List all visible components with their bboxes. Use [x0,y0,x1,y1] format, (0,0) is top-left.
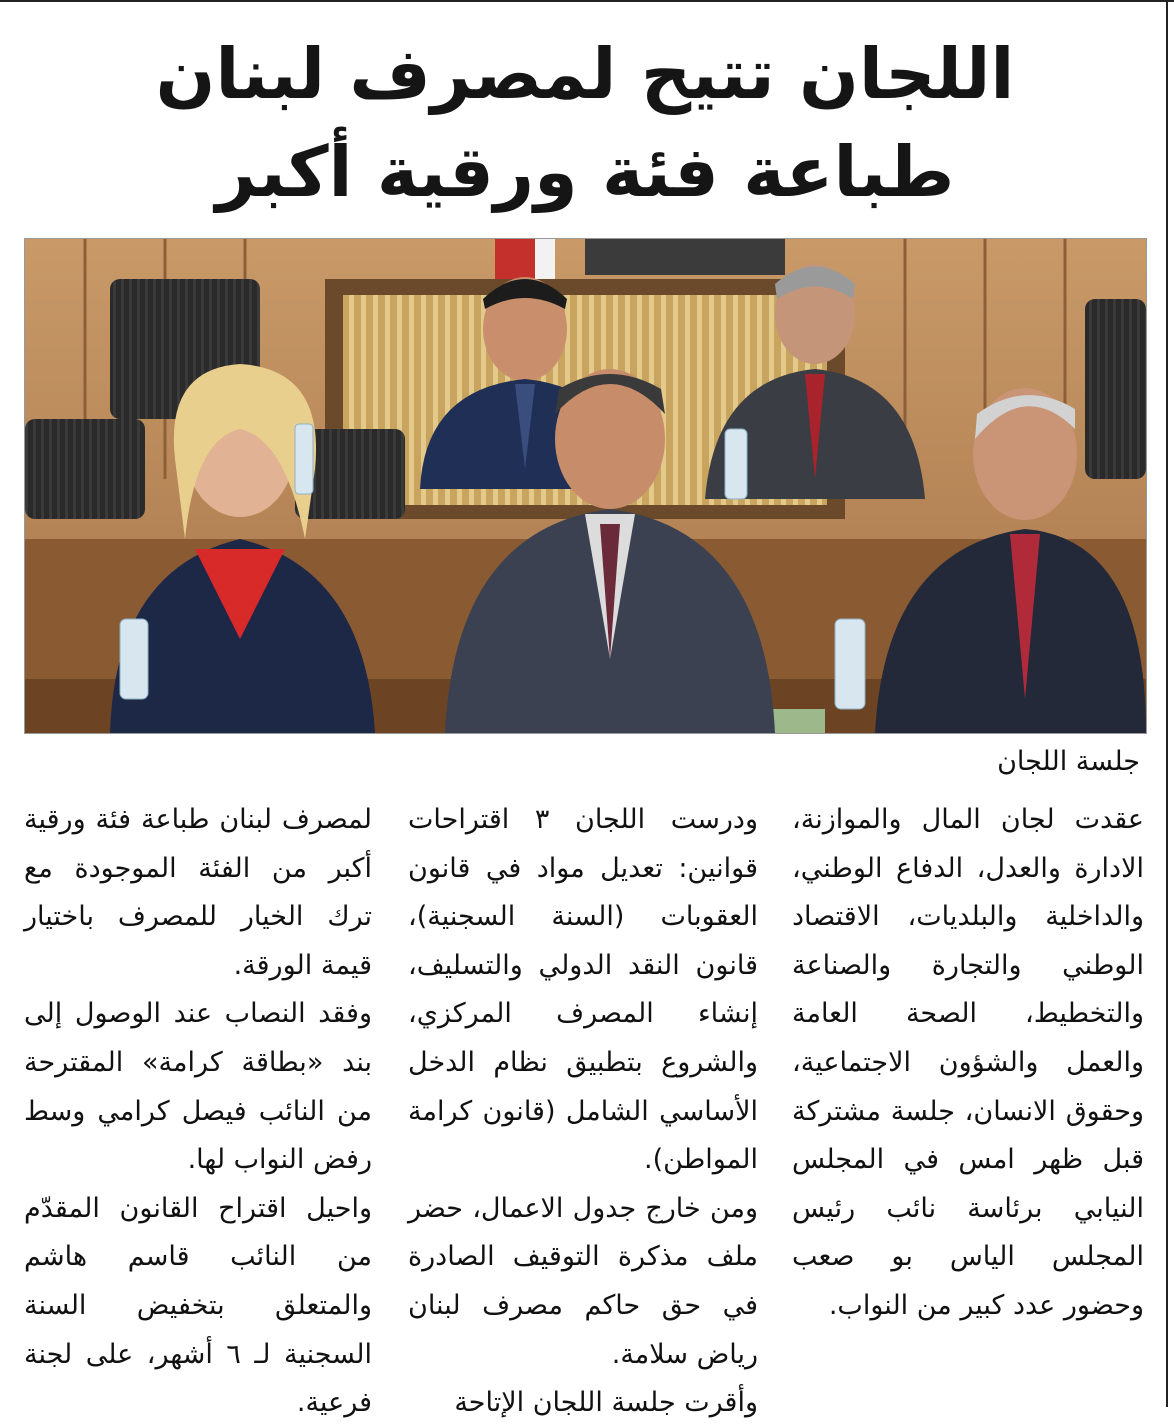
paragraph: ودرست اللجان ٣ اقتراحات قوانين: تعديل مواد في قانون العقوبات (السنة السجنية)، قانون النقد الدولي والتسليف، إنشاء المصرف المركزي، والشروع بتطبيق نظام الدخل الأساسي الشامل (قانون كرامة المواطن). [408,804,758,1176]
right-rule [1166,0,1168,1407]
paragraph: وفقد النصاب عند الوصول إلى بند «بطاقة كرامة» المقترحة من النائب فيصل كرامي وسط رفض النواب لها. [24,998,372,1176]
article-column-3 [24,796,372,1419]
top-rule [0,0,1174,2]
article-column-2 [408,796,758,1419]
article-photo [24,238,1147,734]
paragraph: واحيل اقتراح القانون المقدّم من النائب قاسم هاشم والمتعلق بتخفيض السنة السجنية لـ ٦ أشهر، على لجنة فرعية. [24,1192,372,1419]
photo-caption: جلسة اللجان [997,746,1140,777]
paragraph: ومن خارج جدول الاعمال، حضر ملف مذكرة التوقيف الصادرة في حق حاكم مصرف لبنان رياض سلامة. [408,1192,758,1370]
article-column-1 [792,796,1144,1386]
paragraph: وأقرت جلسة اللجان الإتاحة [454,1387,758,1419]
headline-line-1: اللجان تتيح لمصرف لبنان [155,33,1015,115]
paragraph: لمصرف لبنان طباعة فئة ورقية أكبر من الفئة الموجودة مع ترك الخيار للمصرف باختيار قيمة الورقة. [24,804,372,981]
headline-line-2: طباعة فئة ورقية أكبر [215,131,955,213]
paragraph: عقدت لجان المال والموازنة، الادارة والعدل، الدفاع الوطني، والداخلية والبلديات، الاقتصاد الوطني والتجارة والصناعة والتخطيط، الصحة العامة والعمل والشؤون الاجتماعية، وحقوق الانسان، جلسة مشتركة قبل ظهر امس في المجلس النيابي برئاسة نائب رئيس المجلس الياس بو صعب وحضور عدد كبير من النواب. [792,804,1144,1321]
